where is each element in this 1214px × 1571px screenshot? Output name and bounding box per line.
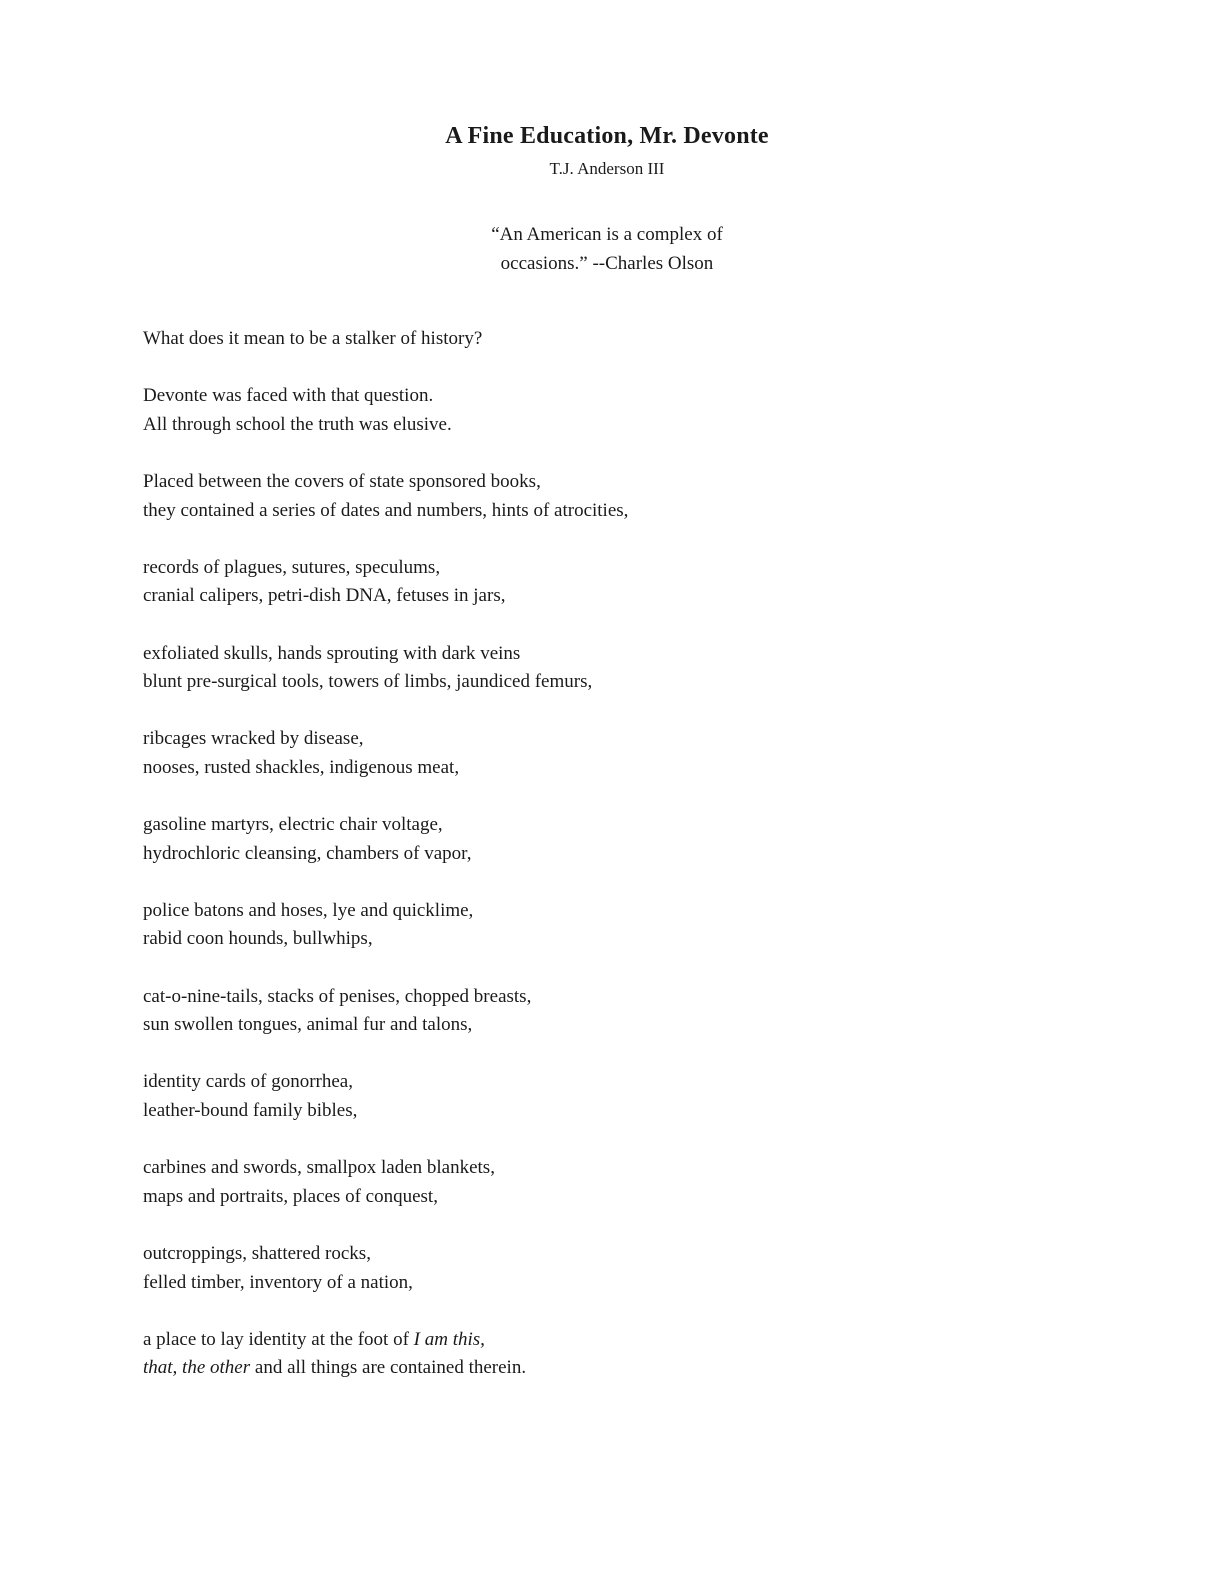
poem-line (143, 668, 1154, 697)
poem-title: A Fine Education, Mr. Devonte (445, 123, 769, 149)
poem-segment: What does it mean to be a stalker of history? (143, 328, 483, 349)
poem-line (143, 1183, 1154, 1212)
poem-stanza (143, 468, 1154, 525)
poem-stanza (143, 640, 1154, 697)
poem-segment: a place to lay identity at the foot of (143, 1328, 414, 1350)
poem-line (143, 497, 1154, 526)
poem-line (143, 1011, 1154, 1040)
poem-line (143, 1354, 1154, 1383)
poem-segment: identity cards of gonorrhea, (143, 1071, 353, 1093)
poem-line (143, 1326, 1154, 1355)
poem-segment: felled timber, inventory of a nation, (143, 1271, 413, 1293)
poem-line (143, 554, 1154, 583)
poem-stanza (143, 1240, 1154, 1297)
poem-stanza (143, 725, 1154, 782)
poem-stanza (143, 554, 1154, 611)
poem-stanza (143, 811, 1154, 868)
poem-line (143, 925, 1154, 954)
poem-segment-italic: I am this, (413, 1328, 485, 1350)
epigraph-line-2: occasions.” --Charles Olson (500, 253, 714, 274)
poem-stanza (143, 1326, 1154, 1383)
poem-segment: Devonte was faced with that question. (143, 385, 434, 407)
poem-line (143, 1240, 1154, 1269)
poem-line (143, 1068, 1154, 1097)
poem-segment: leather-bound family bibles, (143, 1100, 358, 1122)
poem-segment: carbines and swords, smallpox laden blankets, (143, 1157, 495, 1179)
poem-segment: cranial calipers, petri-dish DNA, fetuses in jars, (143, 585, 506, 607)
poem-body (143, 325, 1154, 1383)
poem-line (143, 754, 1154, 783)
poem-segment: they contained a series of dates and numbers, hints of atrocities, (143, 499, 629, 521)
poem-line (143, 725, 1154, 754)
poem-stanza (143, 382, 1154, 439)
poem-line (143, 811, 1154, 840)
poem-segment: cat-o-nine-tails, stacks of penises, chopped breasts, (143, 985, 532, 1007)
poem-line (143, 1097, 1154, 1126)
poem-stanza (143, 1068, 1154, 1125)
poem-line (143, 325, 1154, 354)
poem-line (143, 640, 1154, 669)
poem-segment: records of plagues, sutures, speculums, (143, 556, 441, 578)
poem-line (143, 582, 1154, 611)
poem-segment: ribcages wracked by disease, (143, 728, 364, 750)
poem-segment: outcroppings, shattered rocks, (143, 1243, 371, 1264)
poem-line (143, 411, 1154, 440)
poem-stanza (143, 897, 1154, 954)
poem-stanza (143, 983, 1154, 1040)
poem-line (143, 897, 1154, 926)
poem-line (143, 468, 1154, 497)
poem-segment: Placed between the covers of state sponsored books, (143, 470, 541, 492)
poem-segment: and all things are contained therein. (250, 1357, 527, 1379)
poem-segment: exfoliated skulls, hands sprouting with dark veins (143, 642, 521, 664)
poem-segment: sun swollen tongues, animal fur and talons, (143, 1014, 473, 1036)
epigraph (0, 220, 1214, 278)
poem-segment: gasoline martyrs, electric chair voltage, (143, 814, 443, 836)
poem-author: T.J. Anderson III (549, 159, 665, 178)
poem-segment: rabid coon hounds, bullwhips, (143, 928, 373, 950)
poem-segment: hydrochloric cleansing, chambers of vapor, (143, 842, 472, 864)
poem-line (143, 1154, 1154, 1183)
poem-stanza (143, 1154, 1154, 1211)
poem-segment: nooses, rusted shackles, indigenous meat, (143, 756, 460, 778)
epigraph-line-1: “An American is a complex of (491, 224, 723, 245)
poem-segment: blunt pre-surgical tools, towers of limbs, jaundiced femurs, (143, 671, 593, 693)
poem-segment: All through school the truth was elusive. (143, 413, 452, 435)
poem-segment: maps and portraits, places of conquest, (143, 1185, 438, 1207)
poem-segment-italic: that, the other (143, 1357, 251, 1379)
poem-stanza (143, 325, 1154, 354)
poem-line (143, 382, 1154, 411)
poem-line (143, 840, 1154, 869)
poem-line (143, 983, 1154, 1012)
poem-segment: police batons and hoses, lye and quicklime, (143, 899, 474, 921)
poem-line (143, 1269, 1154, 1298)
